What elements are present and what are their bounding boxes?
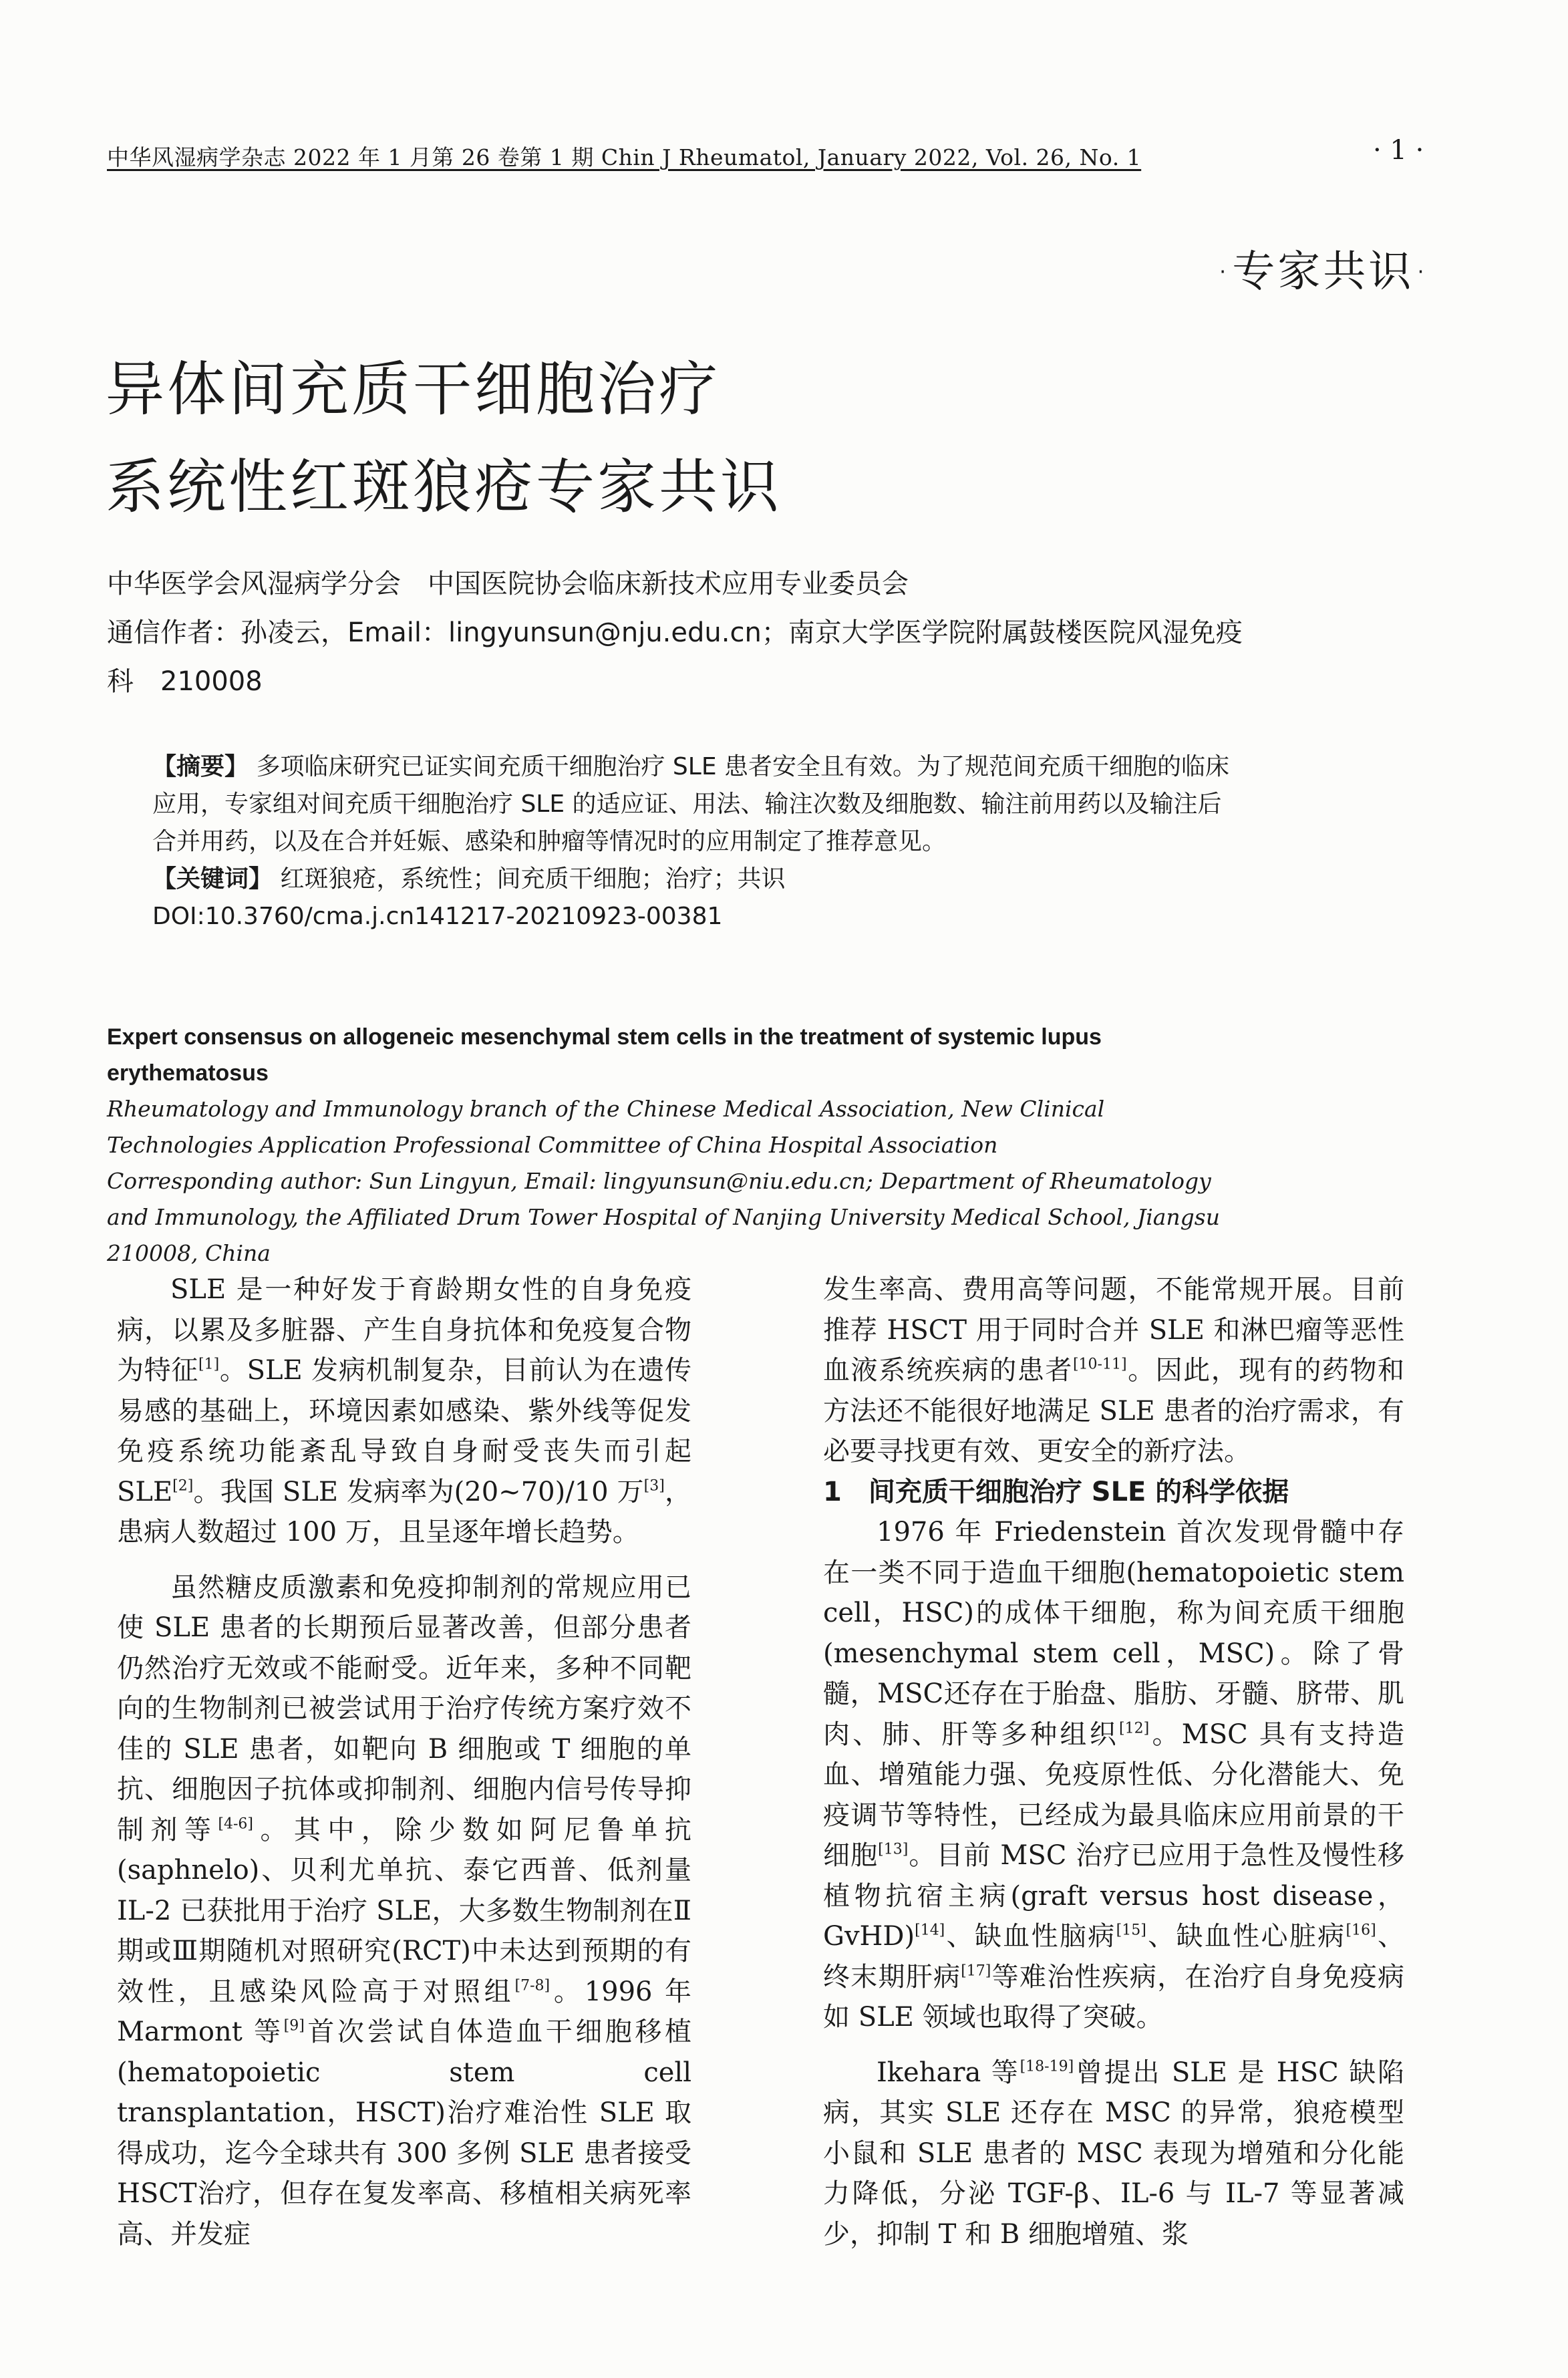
body-paragraph (117, 1568, 691, 2255)
text-run: ，患病人数超过 100 万，且呈逐年增长趋势。 (117, 1476, 692, 1547)
title-line-2: 系统性红斑狼疮专家共识 (106, 452, 782, 521)
citation: [12] (1119, 1720, 1150, 1737)
citation: [7-8] (514, 1977, 551, 1994)
abstract-text: 多项临床研究已证实间充质干细胞治疗 SLE 患者安全且有效。为了规范间充质干细胞的临床应用，专家组对间充质干细胞治疗 SLE 的适应证、用法、输注次数及细胞数、输注前用药以及输注后合并用药，以及在合并妊娠、感染和肿瘤等情况时的应用制定了推荐意见。 (152, 753, 1230, 855)
citation: [13] (878, 1841, 909, 1858)
doi: DOI:10.3760/cma.j.cn141217-20210923-00381 (152, 903, 723, 930)
citation: [14] (915, 1922, 945, 1939)
english-title: Expert consensus on allogeneic mesenchymal stem cells in the treatment of systemic lupus erythematosus (107, 1024, 1102, 1086)
citation: [4-6] (218, 1815, 253, 1833)
text-run: Ikehara 等 (877, 2057, 1020, 2088)
corresponding-author-line-2: 科 210008 (107, 666, 263, 697)
text-run: 1976 年 Friedenstein 首次发现骨髓中存在一类不同于造血干细胞(hematopoietic stem cell，HSC)的成体干细胞，称为间充质干细胞(mesenchymal stem cell，MSC)。除了骨髓，MSC还存在于胎盘、脂肪、牙髓、脐带、肌肉、肺、肝等多种组织 (823, 1517, 1404, 1750)
citation: [18-19] (1020, 2058, 1074, 2075)
article-title (106, 341, 1108, 536)
english-abstract-block (107, 1019, 1243, 1272)
citation: [9] (283, 2017, 305, 2035)
corresponding-author-line-1: 通信作者：孙凌云，Email：lingyunsun@nju.edu.cn；南京大学医学院附属鼓楼医院风湿免疫 (107, 617, 1243, 648)
running-head: 中华风湿病学杂志 2022 年 1 月第 26 卷第 1 期 Chin J Rheumatol, January 2022, Vol. 26, No. 1 (107, 144, 1142, 170)
author-block (107, 560, 1276, 706)
body-paragraph (823, 2053, 1404, 2255)
citation: [17] (961, 1962, 991, 1980)
english-corresponding: Corresponding author: Sun Lingyun, Email: lingyunsun@niu.edu.cn; Department of Rheumatology and Immunology, the Affiliated Drum Tower Hospital of Nanjing University Medical School, Jiangsu 210008, China (107, 1168, 1220, 1266)
citation: [16] (1346, 1922, 1376, 1939)
keywords-text: 红斑狼疮，系统性；间充质干细胞；治疗；共识 (280, 865, 786, 893)
english-orgs: Rheumatology and Immunology branch of the Chinese Medical Association, New Clinical Technologies Application Professional Committee of China Hospital Association (107, 1096, 1105, 1158)
citation: [3] (643, 1477, 665, 1495)
section-label: ·专家共识· (1216, 247, 1430, 297)
citation: [15] (1116, 1922, 1146, 1939)
abstract-block (152, 748, 1235, 935)
citation: [2] (172, 1477, 194, 1495)
text-run: 虽然糖皮质激素和免疫抑制剂的常规应用已使 SLE 患者的长期预后显著改善，但部分患者仍然治疗无效或不能耐受。近年来，多种不同靶向的生物制剂已被尝试用于治疗传统方案疗效不佳的 SLE 患者，如靶向 B 细胞或 T 细胞的单抗、细胞因子抗体或抑制剂、细胞内信号传导抑制剂等 (117, 1572, 691, 1845)
text-run: 。我国 SLE 发病率为(20~70)/10 万 (193, 1476, 644, 1507)
text-run: 、缺血性心脏病 (1146, 1921, 1346, 1952)
text-run: 曾提出 SLE 是 HSC 缺陷病，其实 SLE 还存在 MSC 的异常，狼疮模型小鼠和 SLE 患者的 MSC 表现为增殖和分化能力降低，分泌 TGF-β、IL-6 与 IL-7 等显著减少，抑制 T 和 B 细胞增殖、浆 (823, 2057, 1404, 2250)
keywords-paragraph (152, 861, 1235, 898)
text-run: 。SLE 发病机制复杂，目前认为在遗传易感的基础上，环境因素如感染、紫外线等促发免疫系统功能紊乱导致自身耐受丧失而引起 SLE (117, 1355, 691, 1507)
text-run: 、缺血性脑病 (945, 1921, 1116, 1952)
text-run: 。其中，除少数如阿尼鲁单抗(saphnelo)、贝利尤单抗、泰它西普、低剂量 IL-2 已获批用于治疗 SLE，大多数生物制剂在Ⅱ期或Ⅲ期随机对照研究(RCT)中未达到预期的有效性，且感染风险高于对照组 (117, 1814, 692, 2007)
text-run: 发生率高、费用高等问题，不能常规开展。目前推荐 HSCT 用于同时合并 SLE 和淋巴瘤等恶性血液系统疾病的患者 (823, 1274, 1404, 1386)
body-paragraph (117, 1270, 691, 1553)
abstract-paragraph (152, 748, 1235, 861)
citation: [10-11] (1072, 1356, 1127, 1373)
body-column-right (823, 1270, 1404, 2254)
text-run: 。MSC 具有支持造血、增殖能力强、免疫原性低、分化潜能大、免疫调节等特性，已经成为最具临床应用前景的干细胞 (823, 1719, 1404, 1871)
text-run: 等难治性疾病，在治疗自身免疫病如 SLE 领域也取得了突破。 (823, 1961, 1405, 2033)
abstract-tag: 【摘要】 (152, 753, 249, 780)
text-run: 。目前 MSC 治疗已应用于急性及慢性移植物抗宿主病(graft versus host disease，GvHD) (823, 1840, 1404, 1952)
section-heading: 1 间充质干细胞治疗 SLE 的科学依据 (823, 1476, 1289, 1507)
body-paragraph (823, 1512, 1404, 2038)
citation: [1] (198, 1356, 220, 1373)
page-number: · 1 · (1373, 135, 1424, 166)
text-run: 。因此，现有的药物和方法还不能很好地满足 SLE 患者的治疗需求，有必要寻找更有效、更安全的新疗法。 (823, 1355, 1405, 1467)
body-paragraph (823, 1270, 1404, 1472)
author-orgs: 中华医学会风湿病学分会 中国医院协会临床新技术应用专业委员会 (107, 569, 909, 599)
keywords-tag: 【关键词】 (152, 865, 273, 893)
text-run: 、终末期肝病 (823, 1921, 1405, 1992)
text-run: 。1996 年 Marmont 等 (117, 1976, 692, 2047)
text-run: SLE 是一种好发于育龄期女性的自身免疫病，以累及多脏器、产生自身抗体和免疫复合物为特征 (117, 1274, 691, 1386)
body-column-left (117, 1270, 691, 2254)
text-run: 首次尝试自体造血干细胞移植(hematopoietic stem cell transplantation，HSCT)治疗难治性 SLE 取得成功，迄今全球共有 300 多例 SLE 患者接受HSCT治疗，但存在复发率高、移植相关病死率高、并发症 (117, 2017, 691, 2250)
title-line-1: 异体间充质干细胞治疗 (106, 355, 721, 424)
